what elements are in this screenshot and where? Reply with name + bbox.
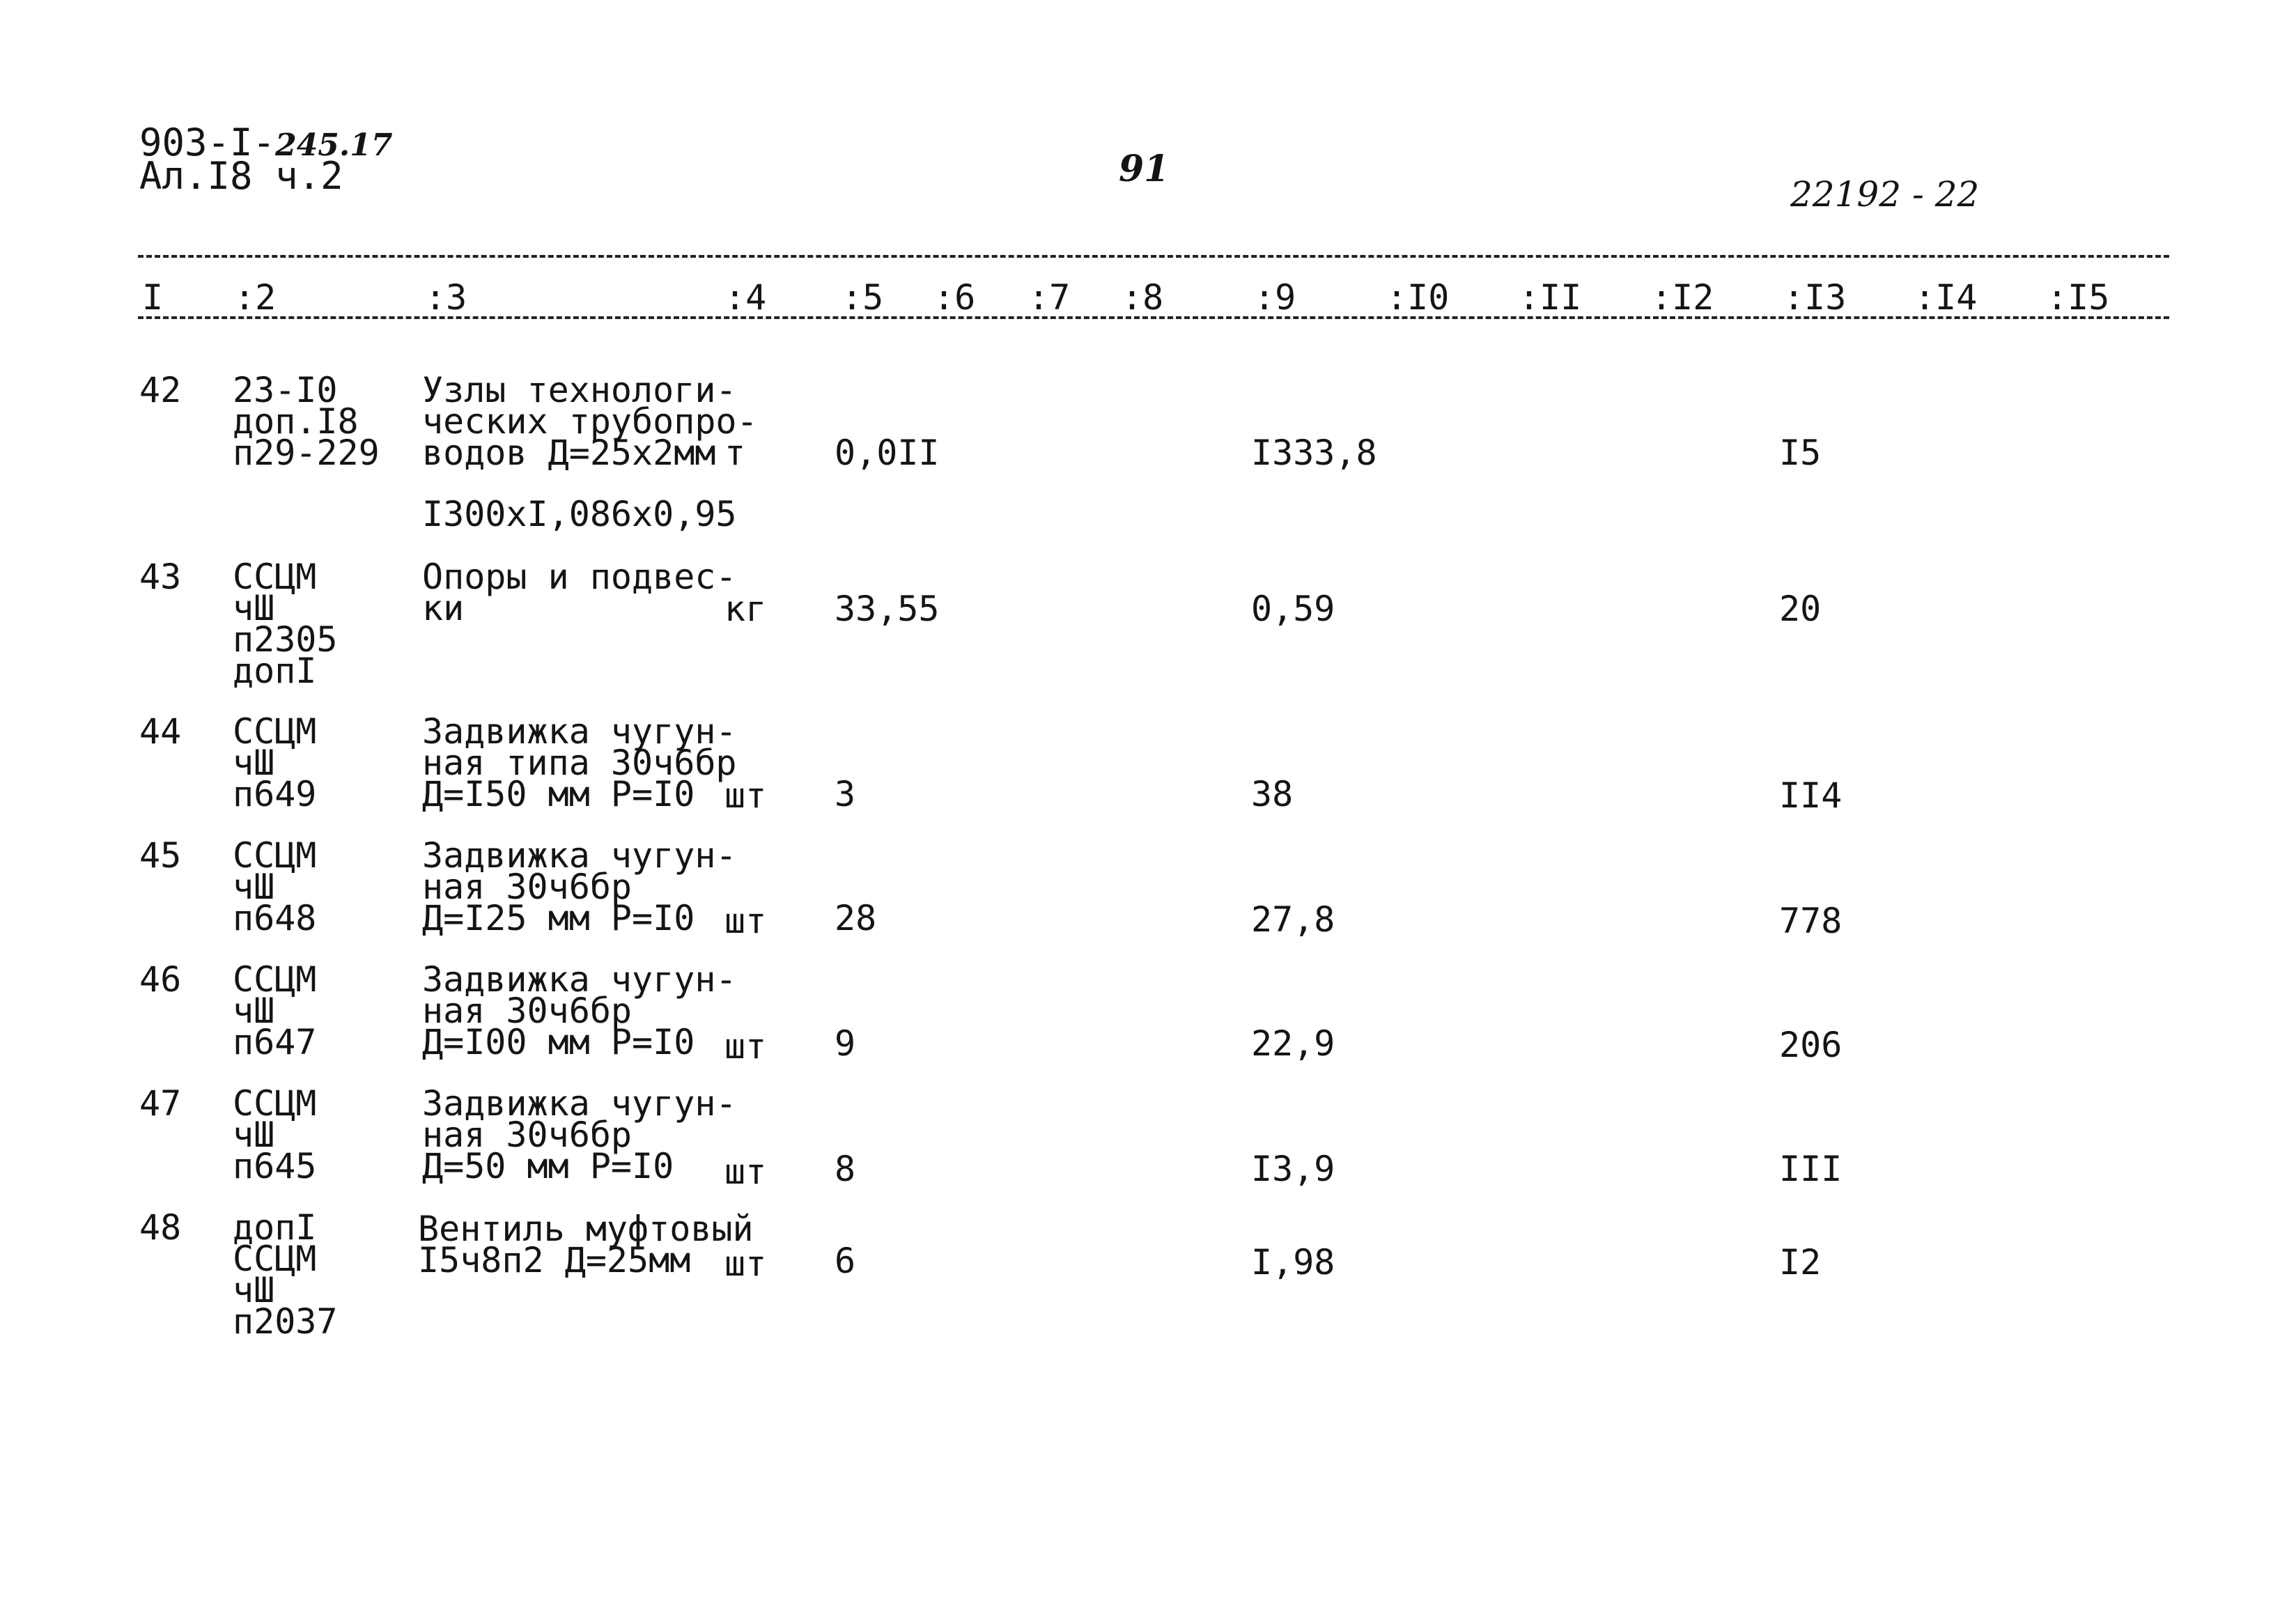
row-quantity: 9: [835, 1023, 856, 1064]
row-price: I333,8: [1251, 433, 1377, 473]
row-code: ССЦМ чШ п648: [233, 835, 317, 938]
row-code: ССЦМ чШ п647: [233, 959, 317, 1062]
row-price: 22,9: [1251, 1023, 1335, 1064]
column-header: :I5: [2047, 277, 2110, 318]
column-header: I: [142, 277, 164, 318]
column-header: :I4: [1914, 277, 1978, 318]
document-code-prefix: 903-I-: [139, 121, 276, 164]
column-header: :3: [425, 277, 467, 318]
row-number: 46: [139, 959, 182, 1000]
row-number: 44: [139, 711, 182, 752]
column-header: :II: [1519, 277, 1582, 318]
row-total: 206: [1779, 1025, 1843, 1065]
row-code: допI ССЦМ чШ п2037: [233, 1207, 338, 1342]
row-code: ССЦМ чШ п2305 допI: [233, 557, 338, 691]
row-unit: кг: [724, 589, 767, 629]
column-header: :I0: [1386, 277, 1450, 318]
row-number: 48: [139, 1207, 182, 1248]
row-total: I2: [1779, 1242, 1822, 1283]
row-price: 0,59: [1251, 589, 1335, 629]
row-quantity: 28: [835, 898, 877, 938]
row-name: Узлы технологи- ческих трубопро- водов Д=25х2мм: [422, 370, 758, 473]
row-total: I5: [1779, 433, 1822, 473]
row-number: 47: [139, 1083, 182, 1124]
row-quantity: 33,55: [835, 589, 940, 629]
inventory-number: 22192 - 22: [1790, 174, 1980, 215]
column-header: :8: [1122, 277, 1164, 318]
row-number: 43: [139, 557, 182, 597]
column-header: :7: [1028, 277, 1071, 318]
page-number: 91: [1119, 148, 1170, 190]
row-total: III: [1779, 1149, 1843, 1189]
column-header: :6: [933, 277, 976, 318]
row-unit: шт: [724, 1026, 767, 1067]
column-header: :9: [1254, 277, 1296, 318]
row-unit: шт: [724, 1152, 767, 1192]
row-quantity: 8: [835, 1149, 856, 1189]
column-header: :5: [841, 277, 884, 318]
row-code: 23-I0 доп.I8 п29-229: [233, 370, 380, 473]
row-total: II4: [1779, 775, 1843, 816]
row-quantity: 3: [835, 774, 856, 814]
row-unit: т: [724, 433, 746, 473]
row-name: Задвижка чугун- ная 30ч6бр Д=50 мм Р=I0: [422, 1083, 737, 1186]
column-header: :I3: [1783, 277, 1847, 318]
row-calculation: I300xI,086x0,95: [422, 494, 737, 534]
column-header: :2: [234, 277, 277, 318]
row-price: 38: [1251, 774, 1294, 814]
row-name: Задвижка чугун- ная типа 30ч6бр Д=I50 мм Р=I0: [422, 711, 737, 814]
row-unit: шт: [724, 901, 767, 941]
row-name: Опоры и подвес- ки: [422, 557, 737, 628]
row-number: 42: [139, 370, 182, 410]
row-price: I3,9: [1251, 1149, 1335, 1189]
row-code: ССЦМ чШ п649: [233, 711, 317, 814]
row-total: 778: [1779, 901, 1843, 941]
row-name: Задвижка чугун- ная 30ч6бр Д=I00 мм Р=I0: [422, 959, 737, 1062]
row-price: I,98: [1251, 1242, 1335, 1283]
top-rule: [138, 255, 2169, 258]
row-price: 27,8: [1251, 899, 1335, 940]
document-code-handwritten: 245.17: [275, 127, 393, 163]
column-header: :I2: [1651, 277, 1714, 318]
sheet-reference: Ал.I8 ч.2: [139, 154, 343, 198]
row-quantity: 0,0II: [835, 433, 940, 473]
row-name: Задвижка чугун- ная 30ч6бр Д=I25 мм Р=I0: [422, 835, 737, 938]
row-name: Вентиль муфтовый I5ч8п2 Д=25мм: [418, 1209, 754, 1280]
row-quantity: 6: [835, 1241, 856, 1281]
row-number: 45: [139, 835, 182, 876]
row-code: ССЦМ чШ п645: [233, 1083, 317, 1186]
row-unit: шт: [724, 1244, 767, 1284]
column-header: :4: [724, 277, 767, 318]
row-total: 20: [1779, 589, 1822, 629]
row-unit: шт: [724, 775, 767, 816]
